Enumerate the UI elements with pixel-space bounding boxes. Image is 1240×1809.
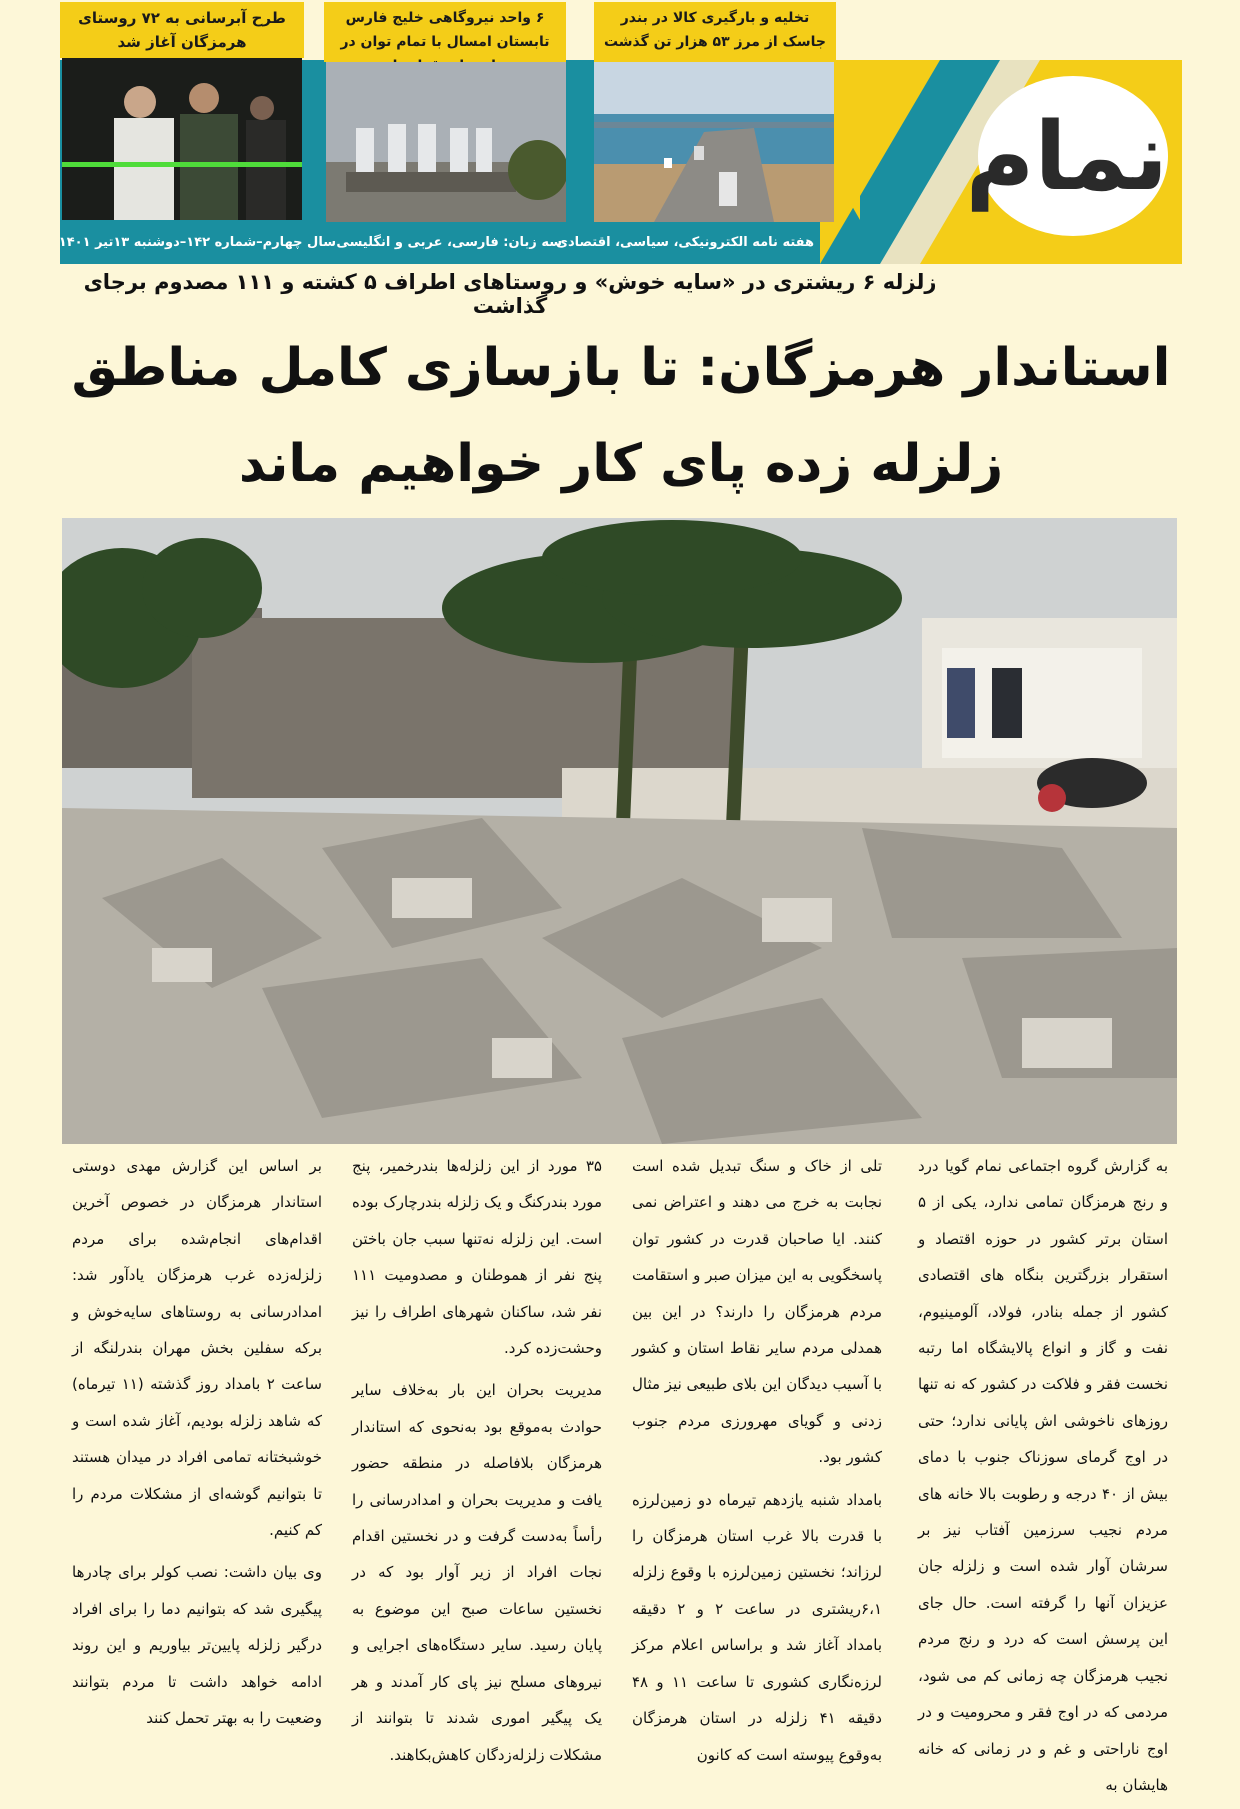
article-paragraph: تلی از خاک و سنگ تبدیل شده است نجابت به خرج می دهند و اعتراض نمی کنند. ایا صاحبان قدرت در کشور توان پاسخگویی به این میزان صبر و استقامت مردم هرمزگان را دارند؟ در این بین همدلی مردم سایر نقاط استان و کشور با آسیب دیدگان این بلای طبیعی نیز مثال زدنی و گویای مهرورزی مردم جنوب کشور بود.	[632, 1157, 882, 1467]
article-paragraph: بر اساس این گزارش مهدی دوستی استاندار هرمزگان در خصوص آخرین اقدام‌های انجام‌شده برای مردم زلزله‌زده غرب هرمزگان یادآور شد: امدادرسانی به روستاهای سایه‌خوش و برکه سفلین بخش مهران بندرلنگه از ساعت ۲ بامداد روز گذشته (۱۱ تیرماه) که شاهد زلزله بودیم، آغاز شده است و خوشبختانه تمامی افراد در میدان هستند تا بتوانیم گوشه‌ای از مشکلات مردم را کم کنیم.	[72, 1157, 322, 1540]
article-paragraph: بامداد شنبه یازدهم تیرماه دو زمین‌لرزه با قدرت بالا غرب استان هرمزگان را لرزاند؛ نخستین زمین‌لرزه با وقوع زلزله ۶،۱ریشتری در ساعت ۲ و ۲ دقیقه بامداد آغاز شد و براساس اعلام مرکز لرزه‌نگاری کشوری تا ساعت ۱۱ و ۴۸ دقیقه ۴۱ زلزله در استان هرمزگان به‌وقوع پیوسته است که کانون	[632, 1490, 883, 1764]
languages-note: سه زبان: فارسی، عربی و انگلیسی	[336, 235, 562, 250]
logo[interactable]: نمام	[965, 103, 1168, 212]
tagline: هفته نامه الکترونیکی، سیاسی، اقتصادی	[556, 235, 814, 250]
top-story-1-photo[interactable]	[594, 62, 834, 222]
article-column-2	[632, 1148, 882, 1779]
article-paragraph: به گزارش گروه اجتماعی نمام گویا درد و رنج هرمزگان تمامی ندارد، یکی از ۵ استان برتر کشور در حوزه اقتصاد و استقرار بزرگترین بنگاه های اقتصادی کشور از جمله بنادر، فولاد، آلومینیوم، نفت و گاز و انواع پالایشگاه اما رتبه نخست فقر و فلاکت در کشور که نه تنها روزهای ناخوشی اش پایانی ندارد؛ حتی در اوج گرمای سوزناک جنوب با دمای بیش از ۴۰ درجه و رطوبت بالا خانه های مردم نجیب سرزمین آفتاب نیز بر سرشان آوار شده است و زلزله جان عزیزان آنها را گرفته است. حال جای این پرسش است که درد و رنج مردم نجیب هرمزگان چه زمانی کم می شود، مردمی که در اوج فقر و محرومیت و در اوج ناراحتی و غم و در زمانی که خانه هایشان به	[918, 1157, 1168, 1794]
issue-info: سال چهارم–شماره ۱۴۲–دوشنبه ۱۳تیر ۱۴۰۱	[58, 235, 336, 250]
top-story-3[interactable]	[60, 2, 304, 58]
top-story-2-photo[interactable]	[326, 62, 566, 222]
top-story-3-photo[interactable]	[62, 58, 302, 220]
article-paragraph: وی بیان داشت: نصب کولر برای چادرها پیگیری شد که بتوانیم دما را برای افراد درگیر زلزله پایین‌تر بیاوریم و این روند ادامه خواهد داشت تا مردم بتوانند وضعیت را به بهتر تحمل کنند	[72, 1563, 322, 1728]
top-story-3-title[interactable]: طرح آبرسانی به ۷۲ روستای هرمزگان آغاز شد	[78, 9, 286, 51]
article-column-3	[352, 1148, 602, 1779]
article-column-1	[918, 1148, 1168, 1809]
issue-info-strip	[60, 224, 820, 264]
headline[interactable]: استاندار هرمزگان: تا بازسازی کامل مناطق زلزله زده پای کار خواهیم ماند	[71, 338, 1171, 494]
main-photo-earthquake-rubble[interactable]	[62, 518, 1177, 1144]
top-story-2[interactable]	[324, 2, 566, 62]
article-paragraph: مدیریت بحران این بار به‌خلاف سایر حوادث به‌موقع بود به‌نحوی که استاندار هرمزگان بلافاصله در منطقه حضور یافت و مدیریت بحران و امدادرسانی را رأساً به‌دست گرفت و در نخستین اقدام نجات افراد از زیر آوار بود که در نخستین ساعات صبح این موضوع به پایان رسید. سایر دستگاه‌های اجرایی و نیروهای مسلح نیز پای کار آمدند و هر یک پیگیر اموری شدند تا بتوانند از مشکلات زلزله‌زدگان کاهش‌بکاهند.	[352, 1381, 602, 1764]
top-story-1-title[interactable]: تخلیه و بارگیری کالا در بندر جاسک از مرز ۵۳ هزار تن گذشت	[603, 10, 827, 50]
article-column-4	[72, 1148, 322, 1743]
top-story-2-title[interactable]: ۶ واحد نیروگاهی خلیج فارس تابستان امسال با تمام توان در	[340, 10, 550, 50]
top-story-1[interactable]	[594, 2, 836, 62]
kicker: زلزله ۶ ریشتری در «سایه خوش» و روستاهای اطراف ۵ کشته و ۱۱۱ مصدوم برجای گذاشت	[83, 270, 937, 318]
article-paragraph: ۳۵ مورد از این زلزله‌ها بندرخمیر، پنج مورد بندرکنگ و یک زلزله بندرچارک بوده است. این زلزله نه‌تنها سبب جان باختن پنج نفر از هموطنان و مصدومیت ۱۱۱ نفر شد، ساکنان شهرهای اطراف را نیز وحشت‌زده کرد.	[352, 1157, 602, 1358]
